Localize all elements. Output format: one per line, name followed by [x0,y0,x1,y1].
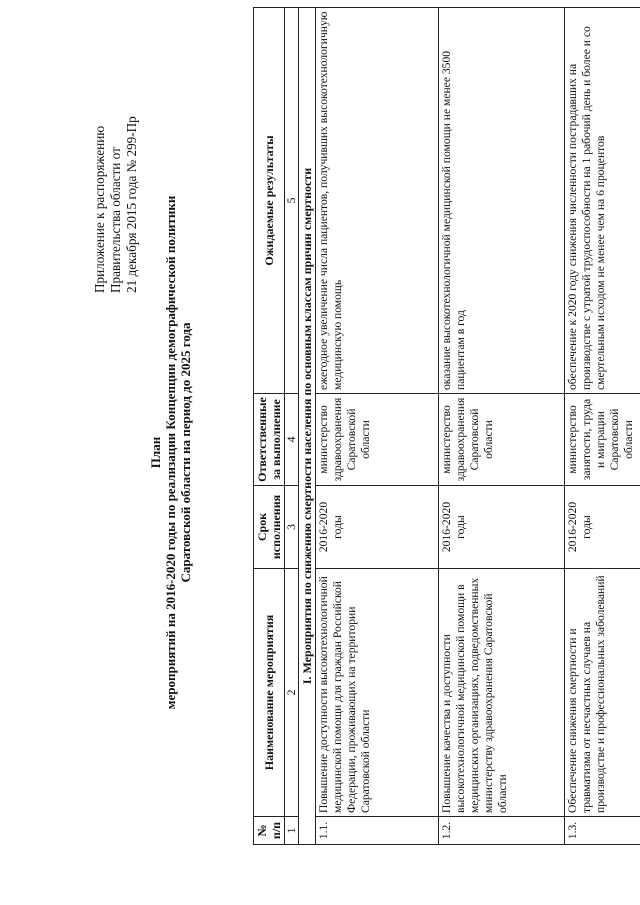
row-name: Повышение доступности высокотехнологичной медицинской помощи для граждан Российской Федерации, проживающих на территории Саратовской области [316,569,439,817]
document-title [148,0,193,905]
header-responsible: Ответственные за выполнение [254,394,285,486]
plan-table [253,7,640,845]
header-number: № п/п [254,817,285,845]
row-responsible: министерство здравоохранения Саратовской области [316,394,439,486]
row-number: 1.2. [439,817,565,845]
index-cell: 2 [285,569,299,817]
row-name: Повышение качества и доступности высокотехнологичной медицинской помощи в медицинских организациях, подведомственных министерству здравоохранения Саратовской области [439,569,565,817]
header-name: Наименование мероприятия [254,569,285,817]
row-term: 2016-2020 годы [316,486,439,569]
title-line-3: Саратовской области на период до 2025 года [178,322,193,583]
row-term: 2016-2020 годы [565,486,640,569]
appendix-line-3: 21 декабря 2015 года № 299-Пр [124,116,139,293]
header-result: Ожидаемые результаты [254,8,285,394]
index-cell: 4 [285,394,299,486]
table-row [439,8,565,845]
row-responsible: министерство здравоохранения Саратовской области [439,394,565,486]
table-index-row [285,8,299,845]
row-result: ежегодное увеличение числа пациентов, получивших высокотехнологичную медицинскую помощь [316,8,439,394]
table-row [565,8,640,845]
row-responsible: министерство занятости, труда и миграции Саратовской области [565,394,640,486]
row-number: 1.1. [316,817,439,845]
row-number: 1.3. [565,817,640,845]
row-result: обеспечение к 2020 году снижения численности пострадавших на производстве с утратой трудоспособности на 1 рабочий день и более и со смертельным исходом не менее чем на 6 процентов [565,8,640,394]
appendix-line-2: Правительства области от [108,147,123,293]
title-line-1: План [148,436,163,469]
row-result: оказание высокотехнологичной медицинской помощи не менее 3500 пациентам в год [439,8,565,394]
table-header-row [254,8,285,845]
index-cell: 1 [285,817,299,845]
table-row [316,8,439,845]
index-cell: 5 [285,8,299,394]
appendix-note [92,13,140,293]
row-term: 2016-2020 годы [439,486,565,569]
row-name: Обеспечение снижения смертности и травматизма от несчастных случаев на производстве и профессиональных заболеваний [565,569,640,817]
section-heading: I. Мероприятия по снижению смертности населения по основным классам причин смертности [299,8,316,845]
section-row [299,8,316,845]
title-line-2: мероприятий на 2016-2020 годы по реализации Концепции демографической политики [163,195,178,710]
index-cell: 3 [285,486,299,569]
header-term: Срок исполнения [254,486,285,569]
appendix-line-1: Приложение к распоряжению [92,125,107,293]
